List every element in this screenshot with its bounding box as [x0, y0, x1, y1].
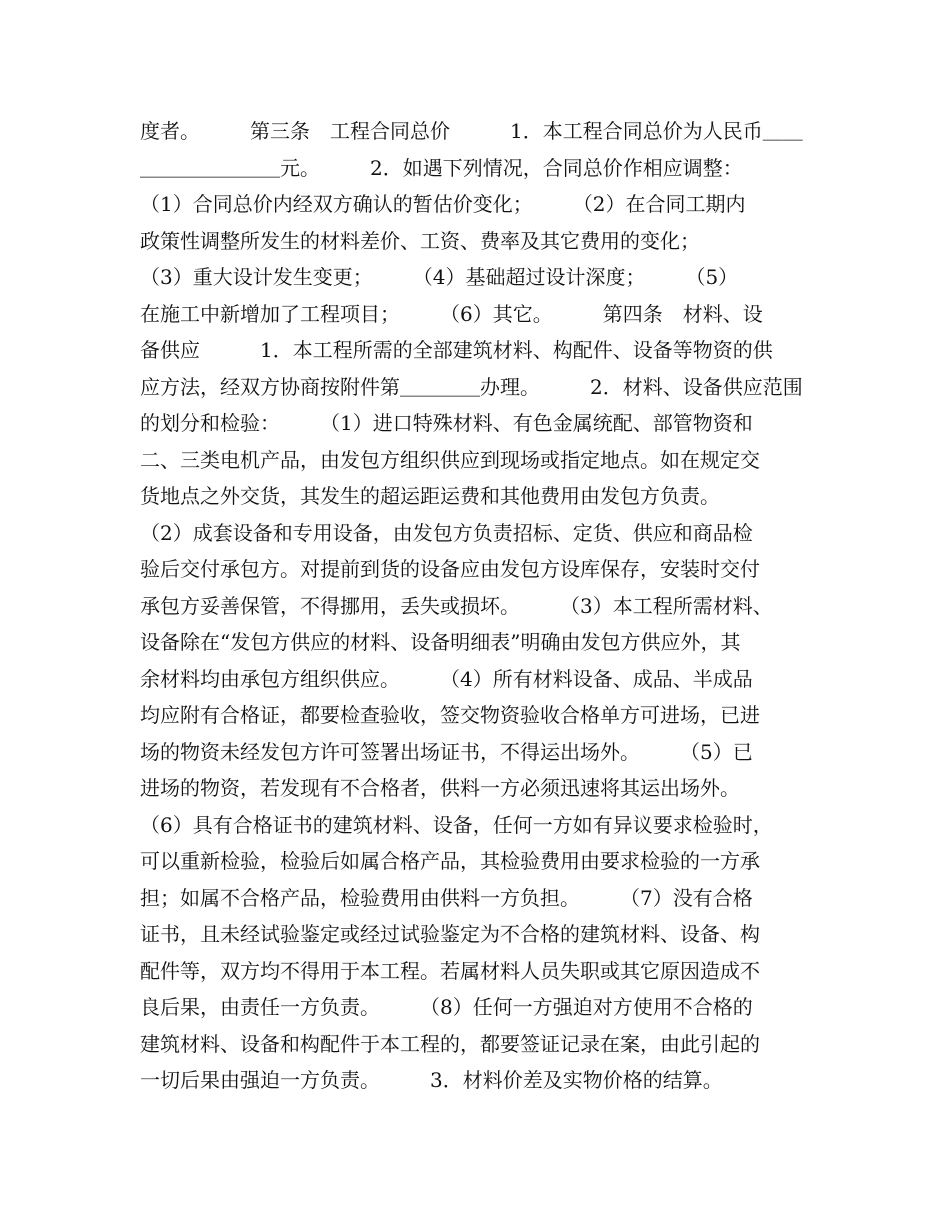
text-line: （2）成套设备和专用设备，由发包方负责招标、定货、供应和商品检 [140, 520, 753, 545]
text-line: 一切后果由强迫一方负责。 3．材料价差及实物价格的结算。 [140, 1068, 723, 1092]
text-line: 度者。 第三条 工程合同总价 1．本工程合同总价为人民币＿＿ [140, 119, 803, 143]
text-line: 证书，且未经试验鉴定或经过试验鉴定为不合格的建筑材料、设备、构 [140, 922, 760, 946]
text-line: 均应附有合格证，都要检查验收，签交物资验收合格单方可进场，已进 [140, 703, 760, 727]
text-line: 承包方妥善保管，不得挪用，丢失或损坏。 （3）本工程所需材料、 [140, 593, 773, 618]
text-line: （3）重大设计发生变更； （4）基础超过设计深度； （5） [140, 265, 739, 289]
text-line: 建筑材料、设备和构配件于本工程的，都要签证记录在案，由此引起的 [140, 1031, 760, 1056]
text-line: 二、三类电机产品，由发包方组织供应到现场或指定地点。如在规定交 [140, 447, 760, 472]
text-line: 场的物资未经发包方许可签署出场证书，不得运出场外。 （5）已 [140, 739, 753, 764]
text-line: 在施工中新增加了工程项目； （6）其它。 第四条 材料、设 [140, 301, 763, 326]
text-line: 应方法，经双方协商按附件第＿＿＿＿办理。 2．材料、设备供应范围 [140, 374, 803, 399]
text-line: 良后果，由责任一方负责。 （8）任何一方强迫对方使用不合格的 [140, 995, 753, 1019]
text-line: 备供应 1．本工程所需的全部建筑材料、构配件、设备等物资的供 [140, 338, 773, 362]
text-line: （6）具有合格证书的建筑材料、设备，任何一方如有异议要求检验时， [140, 812, 773, 837]
contract-text-block [140, 113, 840, 1099]
text-line: 进场的物资，若发现有不合格者，供料一方必须迅速将其运出场外。 [140, 776, 740, 800]
text-line: 设备除在“发包方供应的材料、设备明细表”明确由发包方供应外，其 [140, 630, 741, 654]
text-line: 货地点之外交货，其发生的超运距运费和其他费用由发包方负责。 [140, 484, 720, 508]
text-line: ＿＿＿＿＿＿＿元。 2．如遇下列情况，合同总价作相应调整： [140, 155, 743, 180]
text-line: 可以重新检验，检验后如属合格产品，其检验费用由要求检验的一方承 [140, 849, 760, 873]
text-line: 余材料均由承包方组织供应。 （4）所有材料设备、成品、半成品 [140, 666, 753, 691]
text-line: 配件等，双方均不得用于本工程。若属材料人员失职或其它原因造成不 [140, 958, 760, 983]
text-line: 担；如属不合格产品，检验费用由供料一方负担。 （7）没有合格 [140, 885, 753, 910]
text-line: 的划分和检验： （1）进口特殊材料、有色金属统配、部管物资和 [140, 411, 753, 435]
text-line: 政策性调整所发生的材料差价、工资、费率及其它费用的变化； [140, 228, 700, 253]
text-line: （1）合同总价内经双方确认的暂估价变化； （2）在合同工期内 [140, 192, 746, 216]
text-line: 验后交付承包方。对提前到货的设备应由发包方设库保存，安装时交付 [140, 557, 760, 581]
